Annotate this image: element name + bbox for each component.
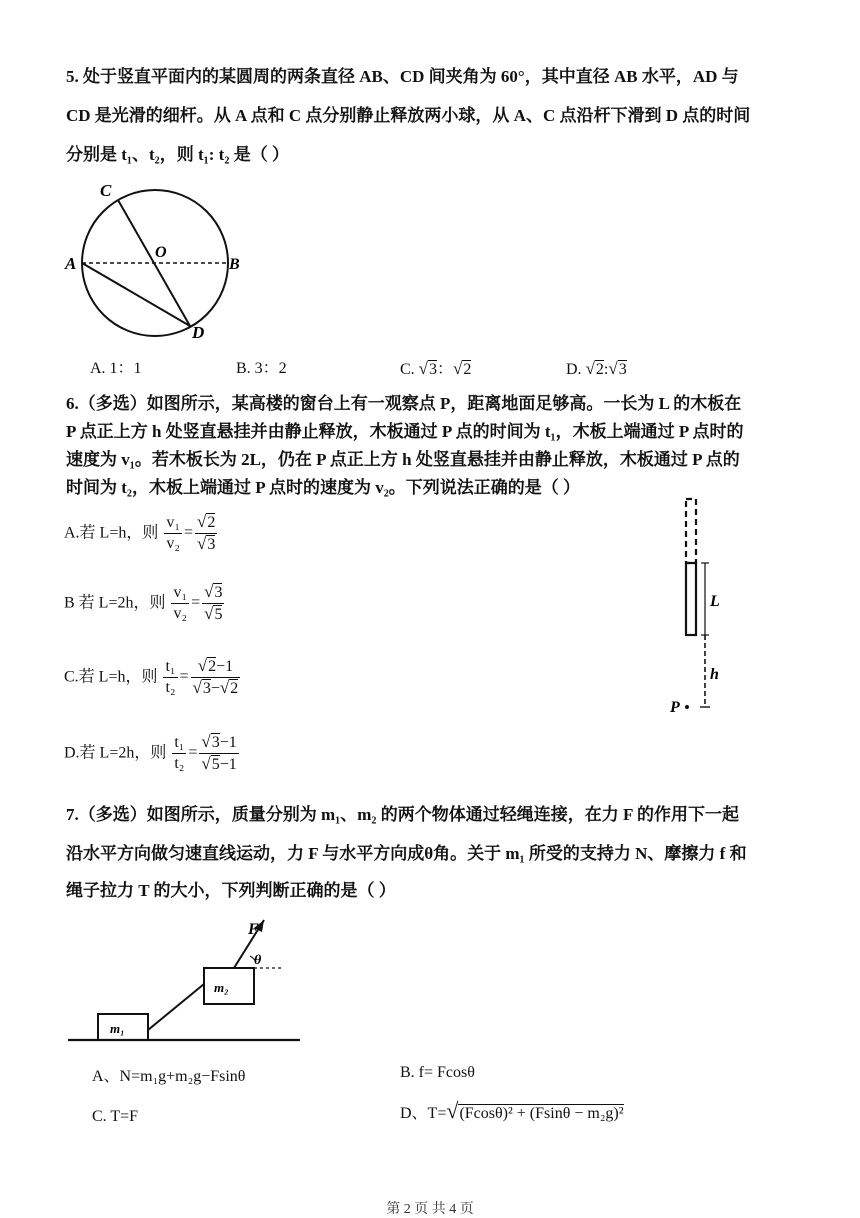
q7-option-c: C. T=F [92,1108,139,1125]
label-h: h [710,666,719,683]
label-b: B [229,256,240,273]
q6-option-d-label: D.若 L=2h，则 [64,744,167,762]
label-f: F [248,921,259,938]
q7-option-d [400,1100,624,1125]
q5-option-b: B. 3：2 [236,360,287,377]
q5-circle-figure [60,178,260,343]
fraction-v1-v2: $\frac{\text{v₁}}{\text{v₂}}$ [173,584,188,622]
q5-option-d-label: D. [566,361,582,378]
fraction-t1-t2: $\frac{\text{t₁}}{\text{t₂}}$ [165,658,176,696]
sqrt-3: √3 [418,359,438,378]
q5-line-2: CD 是光滑的细杆。从 A 点和 C 点分别静止释放两小球，从 A、C 点沿杆下滑到 D 点的时间 [66,106,751,125]
q7-option-d-label: D、T= [400,1105,447,1122]
q6-line-1: 6.（多选）如图所示，某高楼的窗台上有一观察点 P，距离地面足够高。一长为 L 的木板在 [66,394,742,413]
q7-option-a: A、N=m₁g+m₂g−Fsinθ [92,1068,246,1085]
label-theta: θ [254,953,262,968]
q6-board-figure [660,494,740,719]
q6-option-a-label: A.若 L=h，则 [64,524,159,542]
wooden-board [686,563,696,635]
q5-option-d [566,358,627,381]
label-a: A [65,254,77,273]
q6-line-3: 速度为 v₁。若木板长为 2L，仍在 P 点正上方 h 处竖直悬挂并由静止释放，木板通过 P 点的 [66,450,740,469]
q7-option-b: B. f= Fcosθ [400,1064,475,1081]
fraction-rhs: $\frac{√3}{√5}$ [204,582,223,623]
q5-line-1: 5. 处于竖直平面内的某圆周的两条直径 AB、CD 间夹角为 60°，其中直径 AB 水平，AD 与 [66,67,739,86]
label-l: L [710,593,720,610]
q6-option-c: C.若 L=h，则 $\frac{\text{t₁}}{\text{t₂}}$ = $\frac{√2-1}{√3-√2}$ [64,656,239,697]
q6-option-c-label: C.若 L=h，则 [64,668,158,686]
rod-ad [82,263,190,326]
q6-option-b-label: B 若 L=2h，则 [64,594,166,612]
q5-option-c [400,358,471,381]
q6-option-b: B 若 L=2h，则 $\frac{\text{v₁}}{\text{v₂}}$ = $\frac{√3}{√5}$ [64,582,223,623]
q7-line-2: 沿水平方向做匀速直线运动，力 F 与水平方向成θ角。关于 m₁ 所受的支持力 N、摩擦力 f 和 [66,844,747,863]
label-m2: m₂ [214,980,229,995]
block-m2 [204,968,254,1004]
fraction-rhs: $\frac{√2}{√3}$ [196,512,216,553]
q7-blocks-figure [64,912,304,1047]
label-c: C [100,181,112,200]
q6-option-d: D.若 L=2h，则 $\frac{\text{t₁}}{\text{t₂}}$ = $\frac{√3-1}{√5-1}$ [64,732,237,773]
fraction-t1-t2: $\frac{\text{t₁}}{\text{t₂}}$ [174,734,185,772]
rope [148,984,204,1030]
sqrt-expression: √(Fcosθ)² + (Fsinθ − m₂g)² [446,1098,624,1123]
fraction-rhs: $\frac{√2-1}{√3-√2}$ [192,656,239,697]
label-m1: m₁ [110,1021,125,1036]
q5-line-3: 分别是 t₁、t₂，则 t₁: t₂ 是（ ） [66,145,289,164]
q5-option-a: A. 1：1 [90,360,142,377]
q6-option-a: A.若 L=h，则 $\frac{\text{v₁}}{\text{v₂}}$ = $\frac{√2}{√3}$ [64,512,216,553]
label-d: D [192,323,205,342]
q5-option-c-label: C. [400,361,415,378]
q5-option-c-sep: ： [437,361,454,378]
board-initial-position [686,499,696,563]
diameter-cd [118,200,190,326]
q6-line-4: 时间为 t₂，木板上端通过 P 点时的速度为 v₂。下列说法正确的是（ ） [66,478,581,497]
q7-line-1: 7.（多选）如图所示，质量分别为 m₁、m₂ 的两个物体通过轻绳连接，在力 F 的作用下一起 [66,805,740,824]
fraction-v1-v2: $\frac{\text{v₁}}{\text{v₂}}$ [166,514,180,552]
q5-option-d-sep: : [603,361,609,378]
page-footer: 第 2 页 共 4 页 [386,1202,474,1217]
q7-line-3: 绳子拉力 T 的大小，下列判断正确的是（ ） [66,881,396,900]
fraction-rhs: $\frac{√3-1}{√5-1}$ [201,732,237,773]
point-p [685,705,689,709]
sqrt-3: √3 [608,359,627,378]
label-o: O [155,244,167,261]
label-p: P [670,699,680,716]
sqrt-2: √2 [453,359,472,378]
sqrt-2: √2 [585,359,604,378]
q6-line-2: P 点正上方 h 处竖直悬挂并由静止释放，木板通过 P 点的时间为 t₁，木板上端通过 P 点时的 [66,422,744,441]
